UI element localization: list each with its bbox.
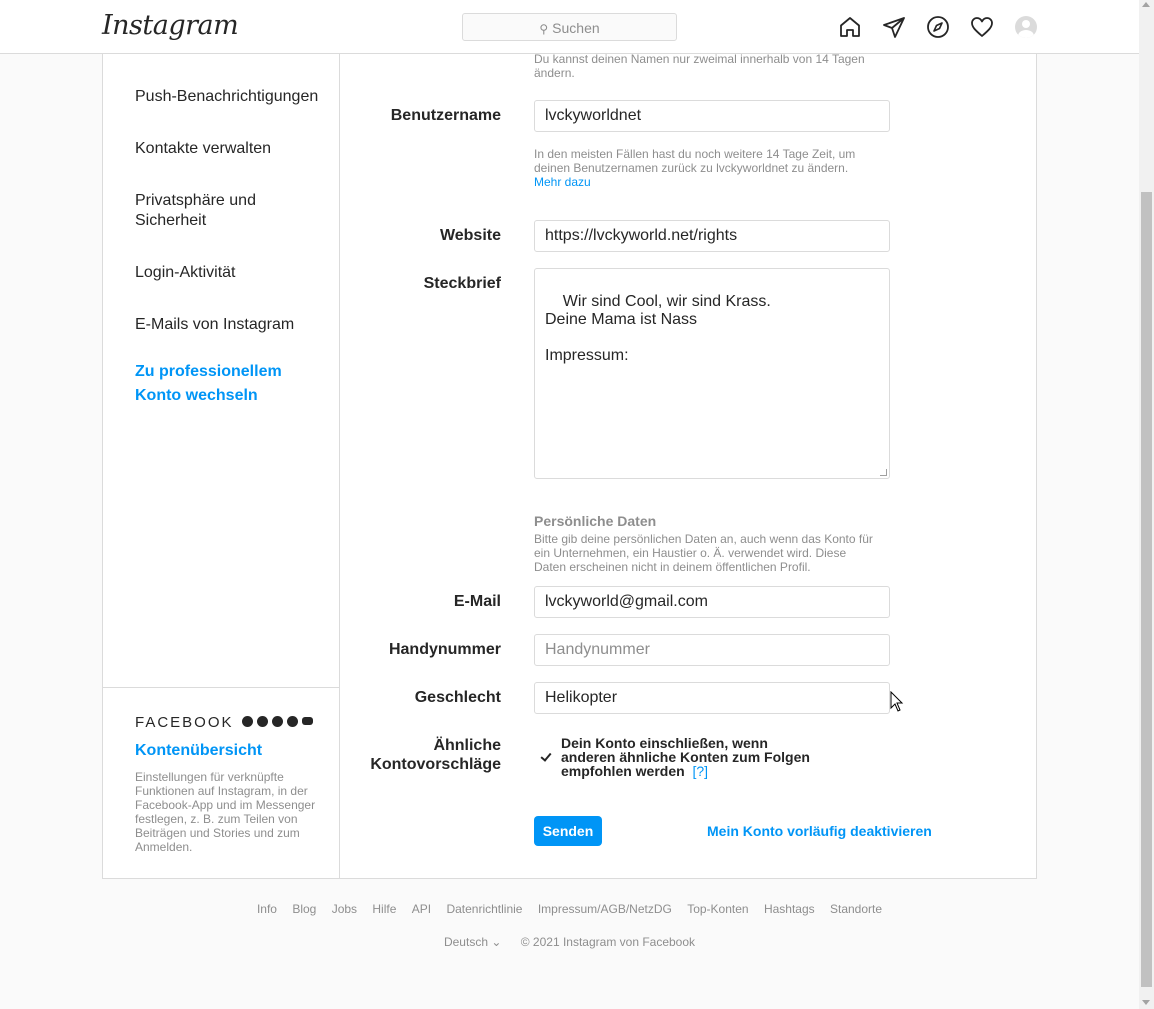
checkmark-icon	[540, 750, 551, 762]
scroll-down-arrow-icon[interactable]	[1142, 1000, 1150, 1005]
learn-more-link[interactable]: Mehr dazu	[534, 175, 591, 189]
facebook-icon	[242, 716, 253, 727]
page-scrollbar[interactable]	[1139, 0, 1154, 1009]
sidebar-item-privacy-security[interactable]: Privatsphäre und Sicherheit	[135, 192, 256, 229]
personal-data-heading: Persönliche Daten	[534, 513, 657, 529]
accounts-center-description: Einstellungen für verknüpfte Funktionen auf Instagram, in der Facebook-App und im Messenger festlegen, z. B. zum Teilen von Beiträgen und Stories und zum Anmelden.	[135, 770, 316, 854]
suggestions-label-line1: Ähnliche	[433, 737, 501, 754]
username-label: Benutzername	[390, 107, 501, 124]
copyright: © 2021 Instagram von Facebook	[520, 935, 696, 949]
bio-label: Steckbrief	[423, 275, 501, 292]
website-label: Website	[439, 227, 501, 244]
bio-textarea[interactable]	[534, 268, 890, 479]
submit-button[interactable]: Senden	[534, 816, 602, 846]
activity-icon[interactable]	[970, 15, 994, 39]
footer-link-api[interactable]: API	[411, 902, 432, 916]
accounts-center-link[interactable]: Kontenübersicht	[135, 742, 263, 759]
name-change-hint: Du kannst deinen Namen nur zweimal innerhalb von 14 Tagen ändern.	[534, 52, 865, 80]
email-label: E-Mail	[453, 593, 501, 610]
instagram-logo[interactable]: Instagram	[102, 10, 239, 41]
gender-label: Geschlecht	[414, 689, 501, 706]
footer-link-imprint[interactable]: Impressum/AGB/NetzDG	[537, 902, 672, 916]
bio-text: Wir sind Cool, wir sind Krass. Deine Mama ist Nass Impressum:	[545, 293, 771, 364]
settings-card	[102, 54, 1037, 879]
instagram-icon	[272, 716, 283, 727]
sidebar-item-login-activity[interactable]: Login-Aktivität	[135, 264, 236, 281]
footer-link-help[interactable]: Hilfe	[372, 902, 397, 916]
footer-link-hashtags[interactable]: Hashtags	[763, 902, 815, 916]
mouse-cursor-icon	[890, 691, 904, 713]
footer-link-info[interactable]: Info	[256, 902, 277, 916]
sidebar-item-manage-contacts[interactable]: Kontakte verwalten	[135, 140, 272, 157]
facebook-wordmark: FACEBOOK	[135, 714, 234, 731]
suggestions-label	[370, 736, 501, 774]
footer-bottom	[0, 935, 1139, 949]
chevron-down-icon: ⌄	[491, 935, 502, 949]
username-field[interactable]	[534, 100, 890, 132]
username-hint-text: In den meisten Fällen hast du noch weitere 14 Tage Zeit, um deinen Benutzernamen zurück zu lvckyworldnet zu ändern.	[534, 147, 856, 175]
whatsapp-icon	[287, 716, 298, 727]
suggestions-text	[561, 736, 811, 778]
top-navigation	[0, 0, 1139, 54]
username-hint	[534, 147, 864, 189]
home-icon[interactable]	[838, 15, 862, 39]
scrollbar-thumb[interactable]	[1141, 192, 1152, 987]
gender-field[interactable]	[534, 682, 890, 714]
profile-avatar[interactable]	[1015, 16, 1037, 38]
phone-label: Handynummer	[388, 641, 501, 658]
search-input[interactable]	[462, 13, 677, 41]
suggestions-description: Dein Konto einschließen, wenn anderen ähnliche Konten zum Folgen empfohlen werden	[561, 735, 810, 779]
facebook-accounts-center	[103, 687, 339, 878]
settings-sidebar	[103, 54, 340, 878]
phone-field[interactable]	[534, 634, 890, 666]
personal-data-hint: Bitte gib deine persönlichen Daten an, auch wenn das Konto für ein Unternehmen, ein Haustier o. Ä. verwendet wird. Diese Daten erscheinen nicht in deinem öffentlichen Profil.	[534, 532, 873, 574]
oculus-icon	[302, 717, 313, 725]
search-icon: ⚲	[539, 22, 549, 36]
footer-link-privacy[interactable]: Datenrichtlinie	[446, 902, 523, 916]
messenger-icon	[257, 716, 268, 727]
email-field[interactable]	[534, 586, 890, 618]
website-field[interactable]	[534, 220, 890, 252]
footer-links	[0, 902, 1139, 916]
sidebar-item-emails[interactable]: E-Mails von Instagram	[135, 316, 295, 333]
facebook-apps-icons	[242, 715, 317, 727]
scroll-up-arrow-icon[interactable]	[1142, 2, 1150, 7]
footer-link-blog[interactable]: Blog	[292, 902, 317, 916]
direct-icon[interactable]	[882, 15, 906, 39]
suggestions-label-line2: Kontovorschläge	[370, 756, 501, 773]
deactivate-account-link[interactable]: Mein Konto vorläufig deaktivieren	[707, 823, 932, 839]
footer-link-top-accounts[interactable]: Top-Konten	[687, 902, 749, 916]
explore-icon[interactable]	[926, 15, 950, 39]
sidebar-item-switch-professional[interactable]: Zu professionellem Konto wechseln	[135, 363, 282, 404]
search-placeholder: Suchen	[552, 20, 600, 36]
resize-grip-icon[interactable]	[880, 469, 887, 476]
language-label: Deutsch	[443, 935, 488, 949]
footer-link-jobs[interactable]: Jobs	[331, 902, 358, 916]
sidebar-item-push-notifications[interactable]: Push-Benachrichtigungen	[135, 88, 319, 105]
footer-link-locations[interactable]: Standorte	[829, 902, 883, 916]
suggestions-checkbox[interactable]	[539, 750, 553, 764]
suggestions-help-link[interactable]: [?]	[692, 763, 709, 779]
language-selector[interactable]	[444, 935, 501, 949]
